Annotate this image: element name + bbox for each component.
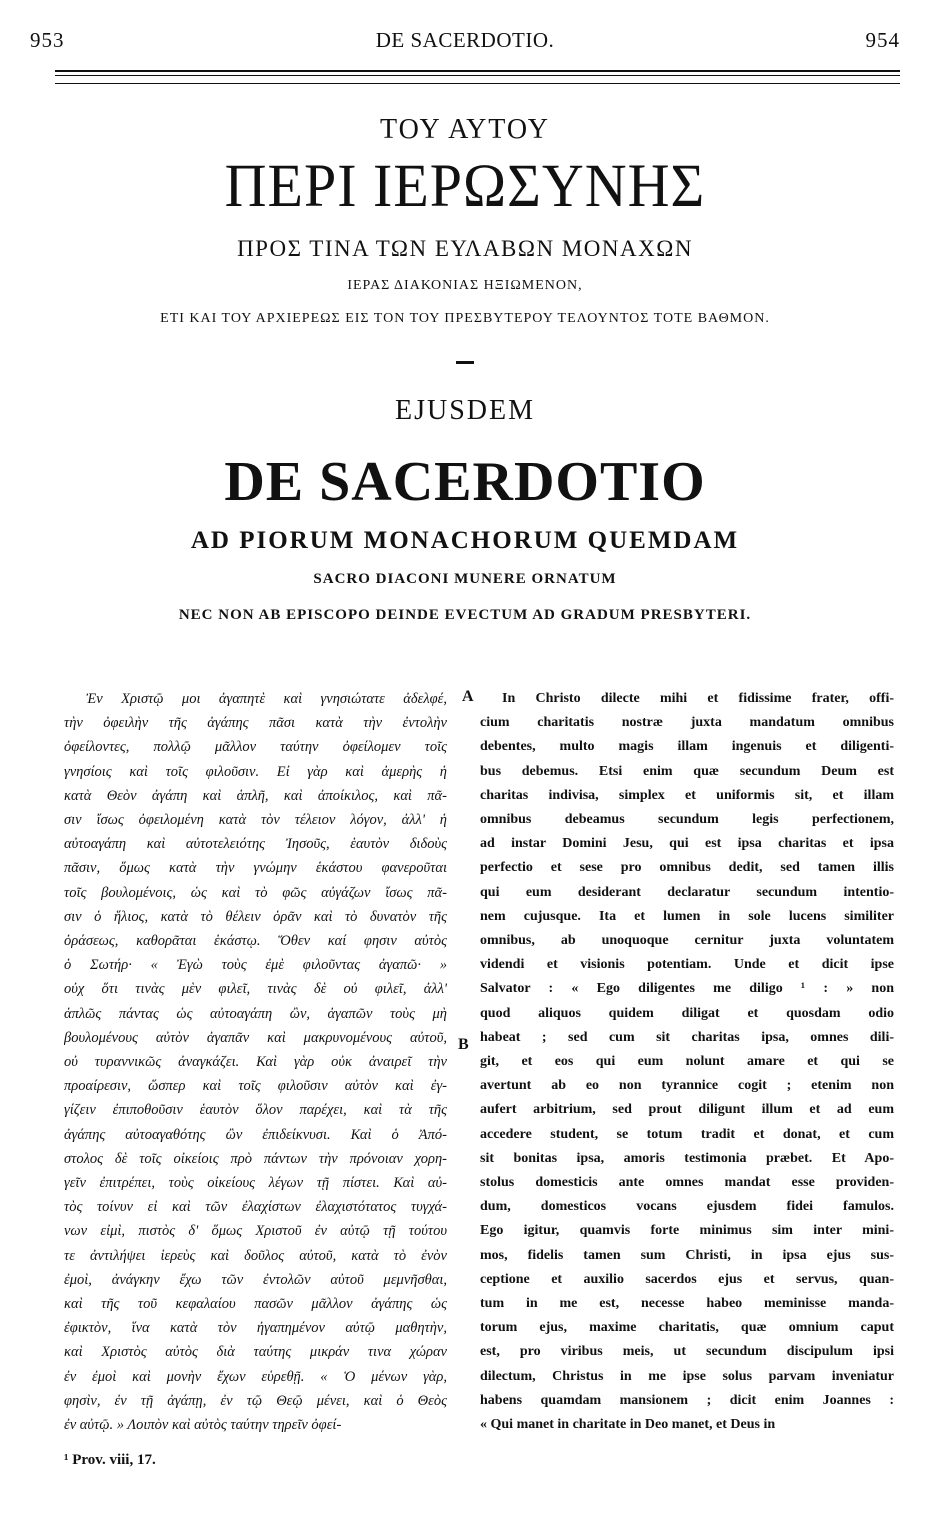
greek-line: ὁράσεως, καθορᾶται ἑκάστῳ. Ὅθεν καί φησιν αὐτὸς bbox=[64, 933, 447, 950]
latin-line: stolus domesticis ante omnes mandat esse providen- bbox=[480, 1175, 894, 1191]
greek-line: αὐτοαγάπη καὶ αὐτοτελειότης Ἰησοῦς, ἑαυτὸν διδοὺς bbox=[64, 836, 447, 853]
greek-line: σιν ὁ ἥλιος, κατὰ τὸ θέλειν ὁρᾶν καὶ τὸ δυνατὸν τῆς bbox=[64, 908, 447, 925]
greek-line: προαίρεσιν, ὥσπερ καὶ τοῖς φιλοῦσιν αὐτὸν καὶ ἐγ- bbox=[64, 1078, 447, 1095]
greek-line: γνησίοις καὶ τοῖς φιλοῦσιν. Εἰ γὰρ καὶ ἀμερὴς ἡ bbox=[64, 763, 447, 780]
greek-line: πᾶσιν, ὅμως κατὰ τὴν γνώμην ἑκάστου φανεροῦται bbox=[64, 860, 447, 877]
latin-line: cium charitatis nostræ juxta mandatum omnibus bbox=[480, 715, 894, 731]
latin-title-line-1: EJUSDEM bbox=[394, 395, 535, 426]
latin-line: omnibus debeamus secundum legis perfectionem, bbox=[480, 812, 894, 828]
latin-line: mos, fidelis tamen sum Christi, in ipsa ejus sus- bbox=[480, 1247, 894, 1263]
latin-line: ad instar Domini Jesu, qui est ipsa charitas et ipsa bbox=[480, 836, 894, 852]
latin-line: quod aliquos quidem diligat et quosdam odio bbox=[480, 1005, 894, 1021]
latin-line: charitas indivisa, simplex et uniformis sit, et illam bbox=[480, 787, 894, 803]
page-number-right: 954 bbox=[865, 28, 900, 52]
greek-line: φησὶν, ἐν τῇ ἀγάπῃ, ἐν τῷ Θεῷ μένει, καὶ ὁ Θεὸς bbox=[64, 1392, 447, 1409]
latin-line: Salvator : « Ego diligentes me diligo ¹ : » non bbox=[480, 981, 894, 997]
latin-line: perfectio et sese pro omnibus dedit, sed tamen illis bbox=[480, 860, 894, 876]
header-rule-lower bbox=[55, 83, 900, 84]
greek-line: ἐν ἐμοὶ καὶ μονὴν ἔχων εὑρεθῇ. « Ὁ μένων γὰρ, bbox=[64, 1368, 447, 1385]
latin-line: est, pro viribus meis, ut secundum discipulum ipsi bbox=[480, 1344, 894, 1360]
greek-line: τε ἀντιλήψει ἱερεὺς καὶ δοῦλος αὐτοῦ, κατὰ τὸ ἐνὸν bbox=[64, 1247, 447, 1264]
latin-main-title: DE SACERDOTIO bbox=[224, 451, 706, 513]
running-title: DE SACERDOTIO. bbox=[375, 28, 555, 52]
greek-line: ὁ Σωτήρ· « Ἐγὼ τοὺς ἐμὲ φιλοῦντας ἀγαπῶ· » bbox=[64, 957, 447, 974]
greek-line: καὶ τῆς τοῦ κεφαλαίου πασῶν μᾶλλον ἀγάπης ὡς bbox=[64, 1296, 447, 1313]
margin-marker-a: A bbox=[462, 688, 474, 705]
greek-line: σιν ἴσως ὀφειλομένη κατὰ τὸν τέλειον λόγον, ἀλλ' ἡ bbox=[64, 812, 447, 829]
latin-line: bus debemus. Etsi enim quæ secundum Deum est bbox=[480, 763, 894, 779]
greek-line: νων εἰμὶ, πιστὸς δ' ὅμως Χριστοῦ ἐν αὐτῷ τῇ τούτου bbox=[64, 1223, 447, 1240]
latin-line: tum in me est, necesse habeo meminisse manda- bbox=[480, 1296, 894, 1312]
greek-line: οὐχ ὅτι τινὰς μὲν φιλεῖ, τινὰς δὲ οὐ φιλεῖ, ἀλλ' bbox=[64, 981, 447, 998]
greek-line: βουλομένους αὐτὸν ἀγαπᾶν καὶ μακρυνομένους αὐτοῦ, bbox=[64, 1029, 447, 1046]
header-rule-thick bbox=[55, 70, 900, 72]
greek-line: καὶ Χριστὸς αὐτὸς διὰ ταύτης μικράν τινα χώραν bbox=[64, 1344, 447, 1361]
greek-title-line-1: ΤΟΥ ΑΥΤΟΥ bbox=[380, 114, 550, 145]
greek-title-line-3: ΠΡΟΣ ΤΙΝΑ ΤΩΝ ΕΥΛΑΒΩΝ ΜΟΝΑΧΩΝ bbox=[237, 236, 693, 261]
latin-text-column bbox=[480, 687, 894, 1437]
latin-line: In Christo dilecte mihi et fidissime frater, offi- bbox=[502, 691, 894, 706]
greek-line: ἐν αὐτῷ. » Λοιπὸν καὶ αὐτὸς ταύτην τηρεῖν ὀφεί- bbox=[64, 1417, 342, 1434]
latin-title-line-3: AD PIORUM MONACHORUM QUEMDAM bbox=[190, 527, 740, 554]
greek-line: κατὰ Θεὸν ἀγάπη καὶ ἁπλῆ, καὶ ἀποίκιλος, καὶ πᾶ- bbox=[64, 787, 447, 804]
header-rule-thin bbox=[55, 75, 900, 76]
greek-line: ἀγάπης αὐτοαγαθότης ὢν ἐπιδείκνυσι. Καὶ ὁ Ἀπό- bbox=[64, 1126, 447, 1143]
running-header bbox=[30, 28, 900, 58]
page-number-left: 953 bbox=[30, 28, 65, 52]
margin-marker-b: B bbox=[458, 1036, 469, 1053]
latin-line: dum, domesticos vocans ejusdem fidei famulos. bbox=[480, 1199, 894, 1215]
latin-title-line-5: NEC NON AB EPISCOPO DEINDE EVECTUM AD GRADUM PRESBYTERI. bbox=[178, 607, 752, 623]
greek-line: οὐ τυραννικῶς ἀναγκάζει. Καὶ γὰρ οὐκ ἀναιρεῖ τὴν bbox=[64, 1054, 447, 1071]
latin-line: ceptione et auxilio sacerdos ejus et servus, quan- bbox=[480, 1271, 894, 1287]
greek-line: ἐμοὶ, ἀνάγκην ἔχω τῶν ἐντολῶν αὐτοῦ μεμνῆσθαι, bbox=[64, 1271, 447, 1288]
greek-line: γεῖν ἐπιτρέπει, τοὺς οἰκείους λέγων τῇ πίστει. Καὶ αὐ- bbox=[64, 1175, 447, 1192]
greek-title-line-4: ΙΕΡΑΣ ΔΙΑΚΟΝΙΑΣ ΗΞΙΩΜΕΝΟΝ, bbox=[347, 278, 583, 293]
latin-line: habeat ; sed cum sit charitas ipsa, omnes dili- bbox=[480, 1029, 894, 1045]
latin-line: aufert arbitrium, sed prout diligunt illum et ad eum bbox=[480, 1102, 894, 1118]
latin-title-line-4: SACRO DIACONI MUNERE ORNATUM bbox=[313, 571, 617, 587]
greek-line: στολος δὲ τοῖς οἰκείοις πρὸ πάντων τὴν πρόνοιαν χορη- bbox=[64, 1150, 447, 1167]
section-divider bbox=[456, 361, 474, 364]
latin-line: habens quamdam mansionem ; dicit enim Joannes : bbox=[480, 1392, 894, 1408]
latin-line: torum ejus, maxime charitatis, quæ omnium caput bbox=[480, 1320, 894, 1336]
latin-line: git, et eos qui eum nolunt amare et qui se bbox=[480, 1054, 894, 1070]
latin-line: debentes, multo magis illam ingenuis et diligenti- bbox=[480, 739, 894, 755]
latin-line: videndi et visionis potentiam. Unde et dicit ipse bbox=[480, 957, 894, 973]
latin-line: Ego igitur, quamvis forte minimus sim inter mini- bbox=[480, 1223, 894, 1239]
greek-line: τοῖς βουλομένοις, ὡς καὶ τὸ φῶς αὐγάζων ἴσως πᾶ- bbox=[64, 884, 447, 901]
greek-line: ἁπλῶς πάντας ὡς αὐτοαγάπη ὢν, ἀγαπῶν τοὺς μὴ bbox=[64, 1005, 447, 1022]
latin-line: avertunt ab eo non tyrannice cogit ; etenim non bbox=[480, 1078, 894, 1094]
latin-line: sit bonitas ipsa, amoris testimonia præbet. Et Apo- bbox=[480, 1150, 894, 1166]
latin-line: nem cujusque. Ita et lumen in sole lucens similiter bbox=[480, 908, 894, 924]
greek-line: τὴν ὀφειλὴν τῆς ἀγάπης πᾶσι κατὰ τὴν ἐντολὴν bbox=[64, 715, 447, 732]
greek-line: Ἐν Χριστῷ μοι ἀγαπητὲ καὶ γνησιώτατε ἀδελφέ, bbox=[86, 691, 447, 707]
greek-line: ἐφικτὸν, ἵνα κατὰ τὸν ἠγαπημένον αὐτῷ μαθητὴν, bbox=[64, 1320, 447, 1337]
greek-line: ὀφείλοντες, πολλῷ μᾶλλον ταύτην ὀφείλομεν τοῖς bbox=[64, 739, 447, 756]
greek-title-line-5: ΕΤΙ ΚΑΙ ΤΟΥ ΑΡΧΙΕΡΕΩΣ ΕΙΣ ΤΟΝ ΤΟΥ ΠΡΕΣΒΥΤΕΡΟΥ ΤΕΛΟΥΝΤΟΣ ΤΟΤΕ ΒΑΘΜΟΝ. bbox=[160, 311, 770, 326]
latin-line: dilectum, Christus in me ipse solus parvam inveniatur bbox=[480, 1368, 894, 1384]
footnote: ¹ Prov. viii, 17. bbox=[64, 1452, 156, 1468]
greek-text-column bbox=[64, 687, 447, 1437]
latin-line: « Qui manet in charitate in Deo manet, et Deus in bbox=[480, 1417, 776, 1433]
latin-line: qui eum desiderant declaratur secundum intentio- bbox=[480, 884, 894, 900]
greek-line: γίζειν ἐπιποθοῦσιν ἑαυτὸν ὅλον παρέχει, καὶ τὰ τῆς bbox=[64, 1102, 447, 1119]
greek-line: τὸς τοίνυν εἰ καὶ τῶν ἐλαχίστων ἐλαχιστότατος τυγχά- bbox=[64, 1199, 447, 1216]
latin-line: accedere student, se totum tradit et donat, et cum bbox=[480, 1126, 894, 1142]
latin-line: omnibus, ab unoquoque cernitur juxta voluntatem bbox=[480, 933, 894, 949]
greek-main-title: ΠΕΡΙ ΙΕΡΩΣΥΝΗΣ bbox=[224, 151, 706, 220]
